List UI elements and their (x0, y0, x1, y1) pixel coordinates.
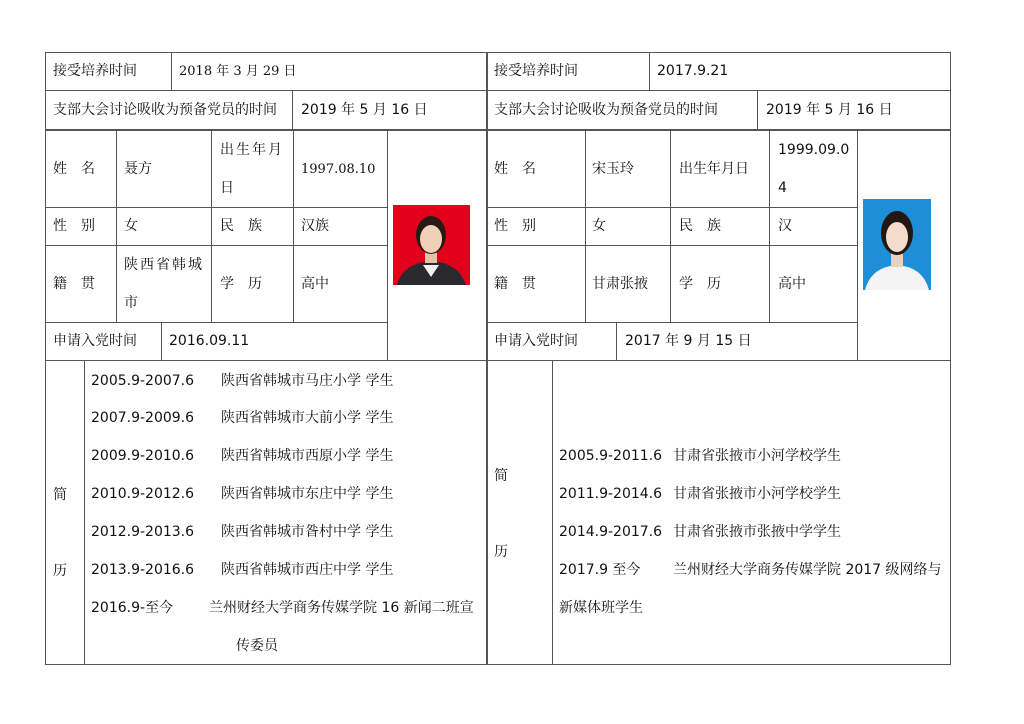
resume-label: 简 (494, 468, 508, 484)
portrait-image (393, 205, 470, 285)
training-time-value: 2017.9.21 (657, 63, 729, 79)
birth-value: 1997.08.10 (301, 162, 376, 177)
native-place-value: 甘肃张掖 (592, 276, 648, 292)
resume-desc: 陕西省韩城市西庄中学 学生 (221, 562, 394, 578)
apply-time-value: 2016.09.11 (169, 333, 250, 349)
apply-time-label: 申请入党时间 (494, 333, 578, 349)
native-place-value-cont: 市 (124, 295, 138, 311)
resume-period: 2010.9-2012.6 (91, 486, 195, 502)
resume-label-cont: 历 (53, 563, 67, 579)
native-place-value: 陕西省韩城 (124, 257, 204, 273)
resume-desc: 甘肃省张掖市张掖中学学生 (673, 524, 841, 540)
apply-time-value: 2017 年 9 月 15 日 (625, 333, 752, 349)
education-value: 高中 (301, 276, 329, 292)
birth-label: 出生年月 (220, 142, 284, 158)
gender-label: 性 别 (494, 218, 536, 234)
resume-desc: 甘肃省张掖市小河学校学生 (673, 448, 841, 464)
resume-period: 2005.9-2007.6 (91, 373, 195, 389)
meeting-time-value: 2019 年 5 月 16 日 (301, 102, 428, 118)
name-label: 姓 名 (494, 161, 536, 177)
resume-period: 2014.9-2017.6 (559, 524, 663, 540)
resume-period: 2005.9-2011.6 (559, 448, 663, 464)
name-label: 姓 名 (53, 161, 95, 177)
gender-label: 性 别 (53, 218, 95, 234)
resume-period: 2012.9-2013.6 (91, 524, 195, 540)
native-place-label: 籍 贯 (53, 276, 95, 292)
gender-value: 女 (592, 218, 606, 234)
education-label: 学 历 (679, 276, 721, 292)
resume-desc-cont: 传委员 (236, 638, 278, 654)
resume-desc: 陕西省韩城市西原小学 学生 (221, 448, 394, 464)
resume-period: 2007.9-2009.6 (91, 410, 195, 426)
training-time-label: 接受培养时间 (53, 63, 137, 79)
education-value: 高中 (778, 276, 806, 292)
meeting-time-label: 支部大会讨论吸收为预备党员的时间 (494, 102, 718, 118)
resume-period: 2009.9-2010.6 (91, 448, 195, 464)
native-place-label: 籍 贯 (494, 276, 536, 292)
resume-desc: 陕西省韩城市马庄小学 学生 (221, 373, 394, 389)
resume-desc: 陕西省韩城市昝村中学 学生 (221, 524, 394, 540)
resume-period: 2013.9-2016.6 (91, 562, 195, 578)
portrait-image (863, 199, 931, 290)
member-photo (393, 205, 470, 285)
education-label: 学 历 (220, 276, 262, 292)
resume-desc: 甘肃省张掖市小河学校学生 (673, 486, 841, 502)
name-value: 聂方 (124, 161, 152, 177)
resume-desc: 兰州财经大学商务传媒学院 16 新闻二班宣 (209, 600, 474, 616)
gender-value: 女 (124, 218, 138, 234)
ethnic-value: 汉 (778, 218, 792, 234)
resume-period: 2017.9 至今 (559, 562, 641, 578)
resume-desc: 陕西省韩城市大前小学 学生 (221, 410, 394, 426)
resume-label-cont: 历 (494, 544, 508, 560)
ethnic-label: 民 族 (220, 218, 262, 234)
resume-desc: 陕西省韩城市东庄中学 学生 (221, 486, 394, 502)
name-value: 宋玉玲 (592, 161, 634, 177)
training-time-value: 2018 年 3 月 29 日 (179, 64, 297, 79)
meeting-time-label: 支部大会讨论吸收为预备党员的时间 (53, 102, 277, 118)
ethnic-value: 汉族 (301, 218, 329, 234)
resume-desc-cont: 新媒体班学生 (559, 600, 643, 616)
meeting-time-value: 2019 年 5 月 16 日 (766, 102, 893, 118)
resume-period: 2016.9-至今 (91, 600, 174, 616)
resume-label: 简 (53, 487, 67, 503)
birth-value: 1999.09.0 (778, 142, 850, 158)
birth-label: 出生年月日 (679, 161, 749, 177)
birth-label-cont: 日 (220, 180, 234, 196)
resume-desc: 兰州财经大学商务传媒学院 2017 级网络与 (673, 562, 942, 578)
member-photo (863, 199, 931, 290)
ethnic-label: 民 族 (679, 218, 721, 234)
training-time-label: 接受培养时间 (494, 63, 578, 79)
birth-value-cont: 4 (778, 180, 787, 196)
apply-time-label: 申请入党时间 (53, 333, 137, 349)
resume-period: 2011.9-2014.6 (559, 486, 663, 502)
